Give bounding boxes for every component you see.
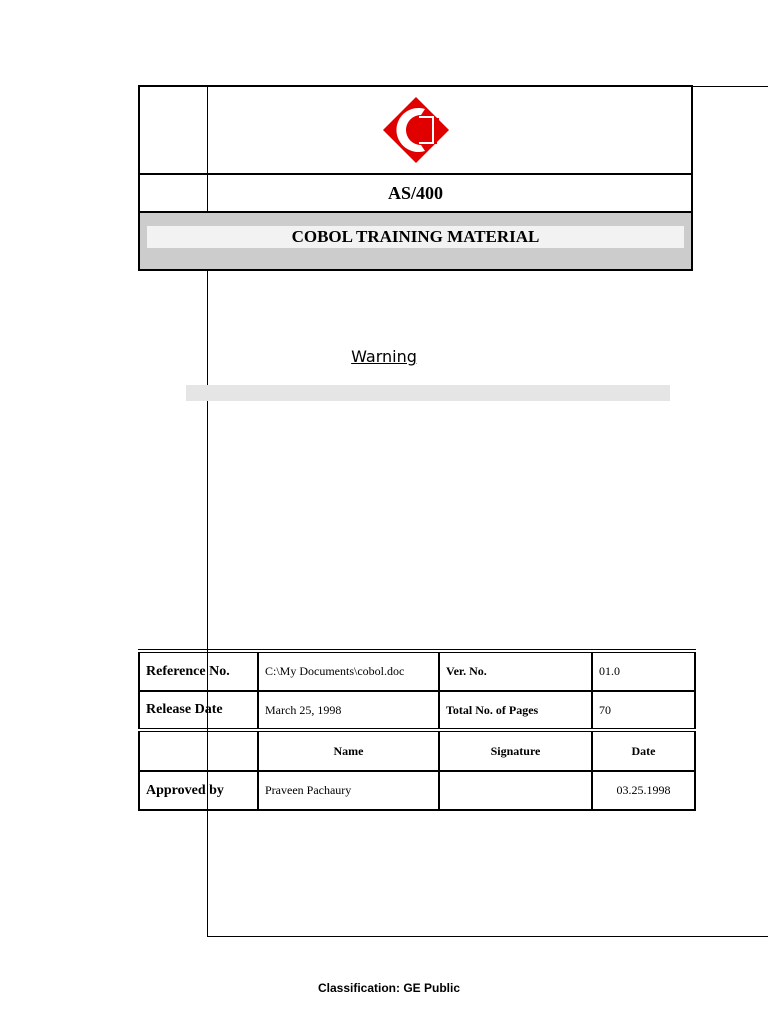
classification-footer: Classification: GE Public (317, 981, 461, 995)
release-date-label: Release Date (139, 691, 258, 730)
approver-signature (439, 771, 592, 810)
approver-name: Praveen Pachaury (258, 771, 439, 810)
table-row (139, 691, 695, 730)
table-row (139, 771, 695, 810)
table-row (139, 730, 695, 771)
logo-row (140, 87, 691, 175)
release-date-value: March 25, 1998 (258, 691, 439, 730)
subtitle-row (140, 213, 691, 269)
version-value: 01.0 (592, 651, 695, 691)
signature-column-header: Signature (439, 730, 592, 771)
document-title: AS/400 (140, 175, 691, 213)
total-pages-value: 70 (592, 691, 695, 730)
warning-placeholder-bar (186, 385, 670, 401)
version-label: Ver. No. (439, 651, 592, 691)
reference-value: C:\My Documents\cobol.doc (258, 651, 439, 691)
name-column-header: Name (258, 730, 439, 771)
empty-cell (139, 730, 258, 771)
table-row (139, 651, 695, 691)
approval-date: 03.25.1998 (592, 771, 695, 810)
date-column-header: Date (592, 730, 695, 771)
approved-by-label: Approved by (139, 771, 258, 810)
reference-label: Reference No. (139, 651, 258, 691)
document-subtitle: COBOL TRAINING MATERIAL (147, 226, 684, 248)
total-pages-label: Total No. of Pages (439, 691, 592, 730)
document-header (138, 85, 693, 271)
company-logo-icon (381, 95, 451, 165)
document-info-table (138, 649, 696, 811)
warning-heading: Warning (351, 347, 417, 366)
